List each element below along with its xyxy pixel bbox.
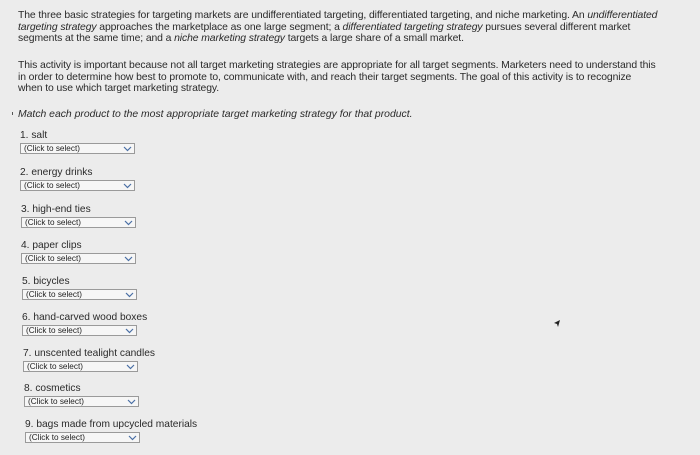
question-label: 5. bicycles	[22, 276, 70, 287]
chevron-down-icon	[124, 219, 133, 226]
question-label: 2. energy drinks	[20, 167, 93, 178]
select-value: (Click to select)	[28, 397, 84, 406]
select-value: (Click to select)	[26, 290, 82, 299]
question-item-9	[25, 419, 197, 443]
chevron-down-icon	[128, 434, 137, 441]
question-label: 9. bags made from upcycled materials	[25, 419, 198, 430]
term-undifferentiated: undifferentiated targeting strategy	[18, 10, 658, 33]
term-niche: niche marketing strategy	[174, 33, 285, 45]
question-label: 7. unscented tealight candles	[23, 348, 155, 359]
select-value: (Click to select)	[25, 254, 81, 263]
question-label: 1. salt	[20, 130, 48, 141]
strategy-select-8[interactable]	[24, 396, 139, 407]
intro-text-c: pursues several different market segments at the same time; and a	[18, 21, 631, 45]
chevron-down-icon	[124, 255, 133, 262]
strategy-select-5[interactable]	[22, 289, 137, 300]
question-item-4	[21, 240, 136, 264]
question-item-7	[23, 348, 155, 372]
strategy-select-3[interactable]	[21, 217, 136, 228]
select-value: (Click to select)	[26, 326, 82, 335]
chevron-down-icon	[123, 182, 132, 189]
chevron-down-icon	[125, 327, 134, 334]
select-value: (Click to select)	[25, 218, 81, 227]
question-item-2	[20, 167, 135, 191]
question-label: 6. hand-carved wood boxes	[22, 312, 148, 323]
intro-text-d: targets a large share of a small market.	[284, 33, 464, 45]
question-item-1	[20, 130, 135, 154]
select-value: (Click to select)	[24, 144, 80, 153]
chevron-down-icon	[127, 398, 136, 405]
question-label: 8. cosmetics	[24, 383, 81, 394]
question-item-6	[22, 312, 147, 336]
intro-paragraph-importance: This activity is important because not all target marketing strategies are appropriate for all target segments. Marketers need to understand this in order to determine how best to promote to, communicate with, and reach their target segments. The goal of this activity is to recognize when to use which target marketing strategy.	[18, 60, 656, 95]
question-item-8	[24, 383, 139, 407]
chevron-down-icon	[126, 363, 135, 370]
select-value: (Click to select)	[29, 433, 85, 442]
question-item-5	[22, 276, 137, 300]
strategy-select-6[interactable]	[22, 325, 137, 336]
strategy-select-9[interactable]	[25, 432, 140, 443]
text-cursor-mark	[12, 112, 16, 115]
strategy-select-1[interactable]	[20, 143, 135, 154]
question-item-3	[21, 204, 136, 228]
intro-text-b: approaches the marketplace as one large segment; a	[96, 21, 343, 33]
intro-text-a: The three basic strategies for targeting markets are undifferentiated targeting, differentiated targeting, and niche marketing. An	[18, 10, 588, 21]
select-value: (Click to select)	[24, 181, 80, 190]
question-label: 3. high-end ties	[21, 204, 91, 215]
select-value: (Click to select)	[27, 362, 83, 371]
strategy-select-4[interactable]	[21, 253, 136, 264]
strategy-select-2[interactable]	[20, 180, 135, 191]
strategy-select-7[interactable]	[23, 361, 138, 372]
mouse-pointer-icon	[552, 319, 562, 329]
instruction-text: Match each product to the most appropriate target marketing strategy for that product.	[18, 109, 413, 120]
question-label: 4. paper clips	[21, 240, 82, 251]
chevron-down-icon	[123, 145, 132, 152]
chevron-down-icon	[125, 291, 134, 298]
term-differentiated: differentiated targeting strategy	[342, 21, 483, 33]
intro-paragraph-strategies	[18, 10, 658, 45]
